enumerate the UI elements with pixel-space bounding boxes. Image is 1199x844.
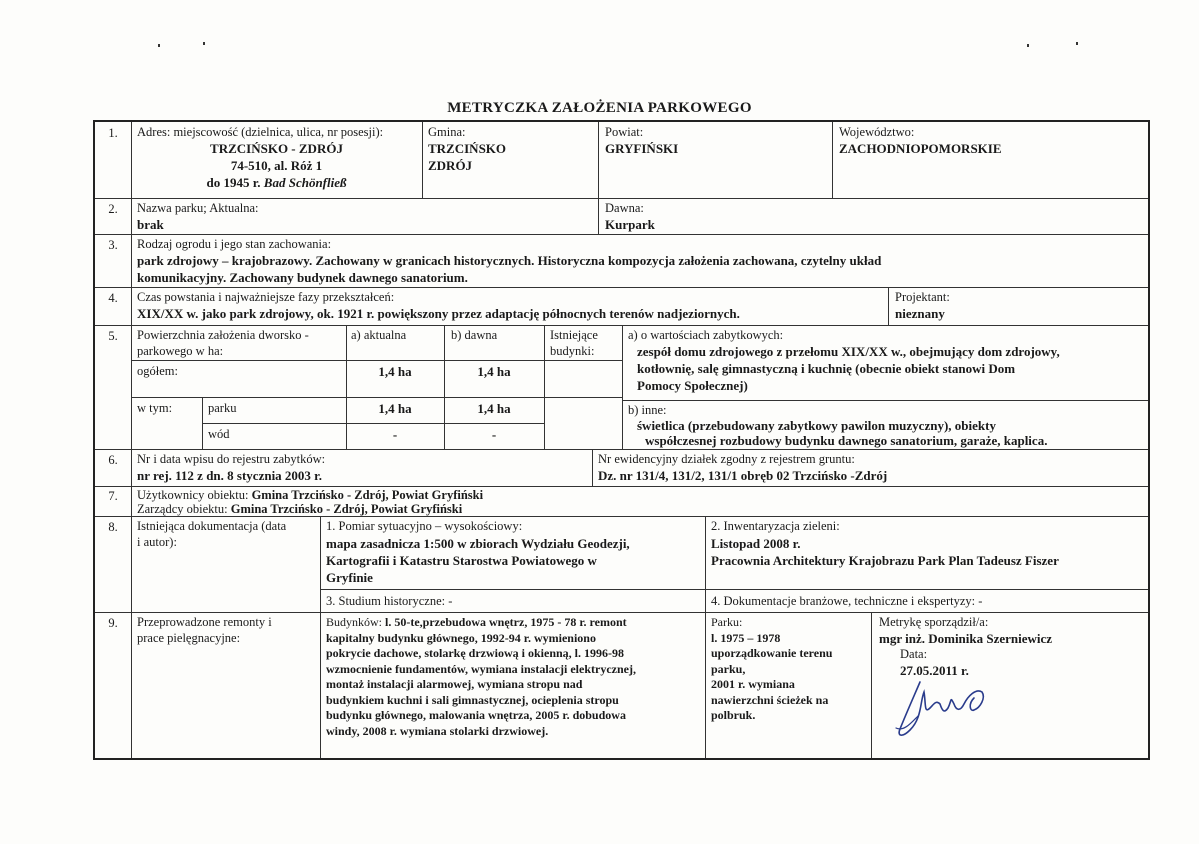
rejestr-value: nr rej. 112 z dn. 8 stycznia 2003 r. [137,468,323,483]
parku-line: parku, [711,661,746,676]
wtym-label: w tym: [137,401,173,415]
budynkow-text [326,615,704,739]
gmina-line1: TRZCIŃSKO [428,141,507,156]
parku-text [711,615,869,724]
branzowe-label: 4. Dokumentacje branżowe, techniczne i ekspertyzy: - [711,594,983,608]
pomiar-line3: Gryfinie [326,570,373,585]
parku-aktualna: 1,4 ha [378,401,412,416]
ogolem-dawna: 1,4 ha [477,364,511,379]
budynkow-label: Budynków: [326,615,383,629]
powierzchnia-label1: Powierzchnia założenia dworsko - [137,328,309,342]
aktualna-header: a) aktualna [351,328,407,342]
zabytkowe-line1: zespół domu zdrojowego z przełomu XIX/XX w., obejmujący dom zdrojowy, [637,344,1060,359]
scan-speck [203,42,205,45]
budynkow-line: pokrycie dachowe, stolarkę drzwiową i okienną, l. 1996-98 [326,646,624,660]
parku-label: Parku: [711,615,743,629]
gmina-label: Gmina: [428,125,466,139]
data-label: Data: [900,647,928,661]
inne-line2: współczesnej rozbudowy budynku dawnego sanatorium, garaże, kaplica. [645,433,1048,448]
parku-dawna: 1,4 ha [477,401,511,416]
studium-label: 3. Studium historyczne: - [326,594,453,608]
inwentaryzacja-label: 2. Inwentaryzacja zieleni: [711,519,840,533]
wod-label: wód [208,427,230,441]
budynkow-line: budynku głównego, malowania wnętrza, 2005 r. dobudowa [326,708,626,722]
budynkow-line: montaż instalacji alarmowej, wymiana stropu nad [326,677,583,691]
budynkow-line: wzmocnienie fundamentów, wymiana instalacji elektrycznej, [326,661,636,676]
wod-dawna: - [491,427,497,442]
inne-label: b) inne: [628,403,667,417]
document-title: METRYCZKA ZAŁOŻENIA PARKOWEGO [447,100,752,116]
parku-line: l. 1975 – 1978 [711,630,781,645]
wojewodztwo-value: ZACHODNIOPOMORSKIE [839,141,1002,156]
zarzadcy-label: Zarządcy obiektu: [137,502,228,516]
dawna-value: Kurpark [605,217,655,232]
dokumentacja-label1: Istniejąca dokumentacja (data [137,519,287,533]
zabytkowe-label: a) o wartościach zabytkowych: [628,328,784,342]
nazwa-value: brak [137,217,164,232]
zarzadcy-value: Gmina Trzcińsko - Zdrój, Powiat Gryfiński [230,502,463,516]
inwentaryzacja-line2: Pracownia Architektury Krajobrazu Park Plan Tadeusz Fiszer [711,553,1059,568]
parku-line: nawierzchni ścieżek na [711,692,829,707]
row-number: 7. [108,489,118,503]
data-value: 27.05.2011 r. [900,663,969,678]
istniejace-label2: budynki: [550,344,595,358]
row-number: 5. [108,329,118,343]
row-number: 9. [108,616,118,630]
row-number: 2. [108,202,118,216]
powiat-value: GRYFIŃSKI [605,141,679,156]
parku-line: uporządkowanie terenu [711,646,833,660]
signature [890,674,1000,740]
sporzadzil-label: Metrykę sporządził/a: [879,615,989,629]
rodzaj-line1: park zdrojowy – krajobrazowy. Zachowany w granicach historycznych. Historyczna kompozycja założenia zachowana, czytelny układ [137,253,882,268]
gmina-line2: ZDRÓJ [428,158,473,173]
pomiar-line1: mapa zasadnicza 1:500 w zbiorach Wydziału Geodezji, [326,536,630,551]
parku-label: parku [208,401,237,415]
row-number: 1. [108,126,118,140]
budynkow-line: l. 50-te,przebudowa wnętrz, 1975 - 78 r. remont [385,615,627,629]
inwentaryzacja-line1: Listopad 2008 r. [711,536,801,551]
ogolem-label: ogółem: [137,364,178,378]
adres-line2: 74-510, al. Róż 1 [230,158,323,173]
budynkow-line: windy, 2008 r. wymiana stolarki drzwiowej. [326,723,549,738]
historic-name: Bad Schönfließ [263,175,347,190]
scan-speck [1027,44,1029,47]
ogolem-aktualna: 1,4 ha [378,364,412,379]
nazwa-label: Nazwa parku; Aktualna: [137,201,259,215]
pomiar-label: 1. Pomiar sytuacyjno – wysokościowy: [326,519,523,533]
parku-line: polbruk. [711,708,756,722]
adres-label: Adres: miejscowość (dzielnica, ulica, nr posesji): [137,125,384,139]
uzytkownicy-row [137,488,1137,502]
budynkow-line: budynkiem kuchni i sali gimnastycznej, ocieplenia stropu [326,692,619,707]
adres-line3 [131,175,422,191]
wod-aktualna: - [392,427,398,442]
ewidencja-label: Nr ewidencyjny działek zgodny z rejestrem gruntu: [598,452,855,466]
scan-speck [1076,42,1078,45]
projektant-label: Projektant: [895,290,950,304]
row-number: 6. [108,453,118,467]
scan-speck [158,44,160,47]
sporzadzil-value: mgr inż. Dominika Szerniewicz [879,631,1053,646]
czas-label: Czas powstania i najważniejsze fazy przekształceń: [137,290,395,304]
wojewodztwo-label: Województwo: [839,125,915,139]
dawna-header: b) dawna [451,328,498,342]
zarzadcy-row [137,502,1137,516]
istniejace-label1: Istniejące [550,328,598,342]
dawna-label: Dawna: [605,201,644,215]
remonty-label1: Przeprowadzone remonty i [137,615,272,629]
inne-line1: świetlica (przebudowany zabytkowy pawilon muzyczny), obiekty [637,418,996,433]
row-number: 8. [108,520,118,534]
adres-prefix: do 1945 r. [206,175,261,190]
rodzaj-label: Rodzaj ogrodu i jego stan zachowania: [137,237,332,251]
zabytkowe-line3: Pomocy Społecznej) [637,378,748,393]
adres-line1: TRZCIŃSKO - ZDRÓJ [210,141,343,156]
rodzaj-line2: komunikacyjny. Zachowany budynek dawnego sanatorium. [137,270,468,285]
powierzchnia-label2: parkowego w ha: [137,344,224,358]
czas-value: XIX/XX w. jako park zdrojowy, ok. 1921 r. powiększony przez adaptację północnych terenów nadjeziornych. [137,306,740,321]
form-table [93,120,1150,760]
row-number: 4. [108,291,118,305]
uzytkownicy-label: Użytkownicy obiektu: [137,488,249,502]
rejestr-label: Nr i data wpisu do rejestru zabytków: [137,452,326,466]
dokumentacja-label2: i autor): [137,535,177,549]
uzytkownicy-value: Gmina Trzcińsko - Zdrój, Powiat Gryfiński [251,488,484,502]
powiat-label: Powiat: [605,125,644,139]
remonty-label2: prace pielęgnacyjne: [137,631,241,645]
zabytkowe-line2: kotłownię, salę gimnastyczną i kuchnię (obecnie obiekt stanowi Dom [637,361,1016,376]
pomiar-line2: Kartografii i Katastru Starostwa Powiatowego w [326,553,597,568]
parku-line: 2001 r. wymiana [711,677,795,691]
row-number: 3. [108,238,118,252]
budynkow-line: kapitalny budynku głównego, 1992-94 r. wymieniono [326,630,596,645]
projektant-value: nieznany [895,306,945,321]
ewidencja-value: Dz. nr 131/4, 131/2, 131/1 obręb 02 Trzcińsko -Zdrój [598,468,888,483]
